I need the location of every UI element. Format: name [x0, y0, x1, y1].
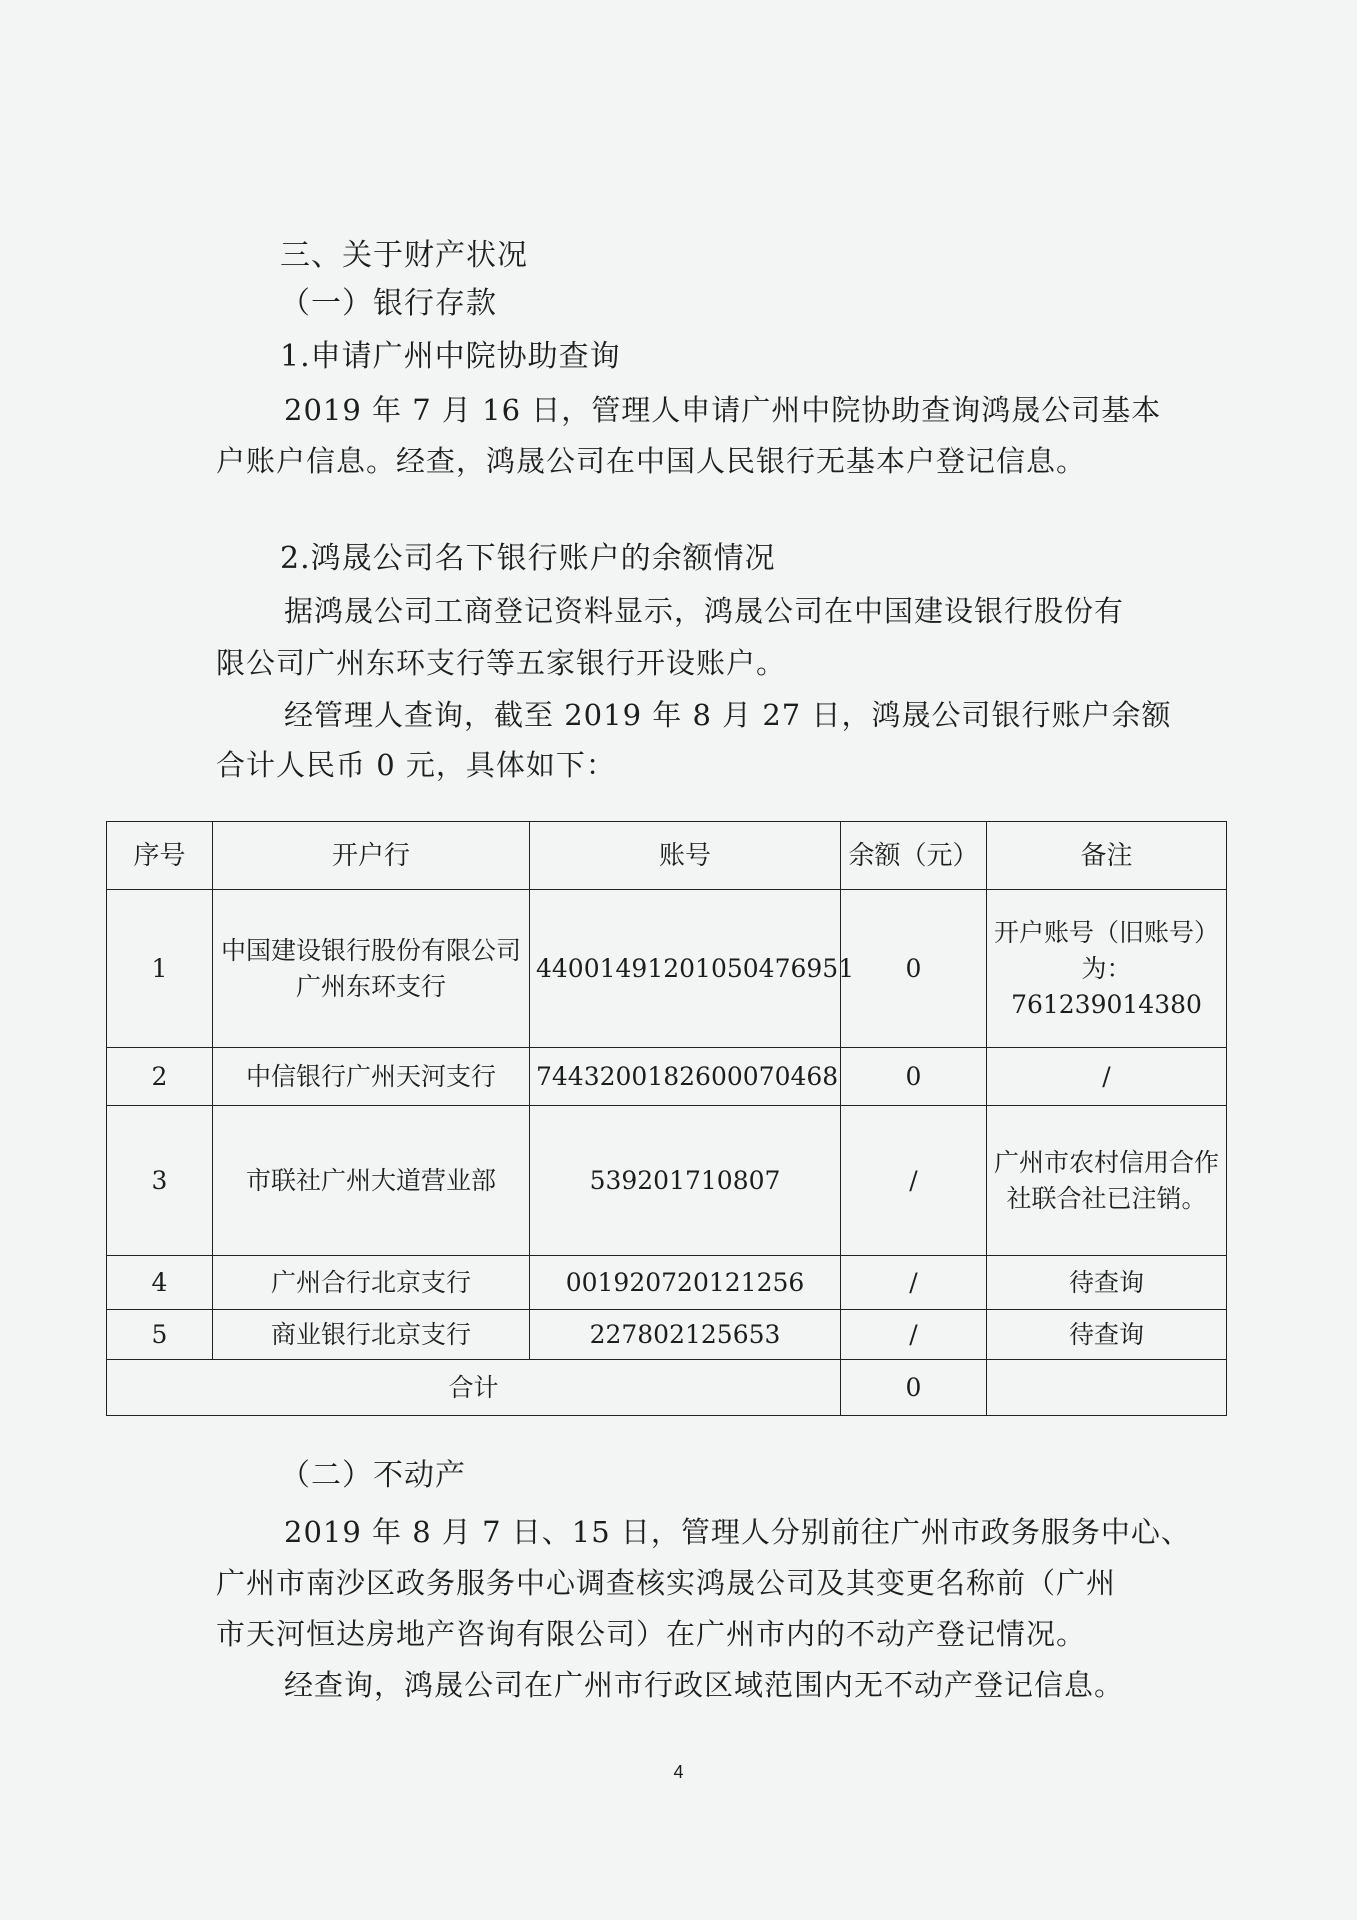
header-note: 备注	[987, 822, 1227, 890]
paragraph-line: 2019 年 7 月 16 日，管理人申请广州中院协助查询鸿晟公司基本	[284, 393, 1162, 427]
item-heading-court-inquiry: 1.申请广州中院协助查询	[280, 339, 621, 374]
cell-balance: 0	[841, 890, 987, 1048]
table-row	[107, 1048, 1227, 1106]
cell-account: 227802125653	[530, 1310, 841, 1360]
paragraph-line: 限公司广州东环支行等五家银行开设账户。	[216, 646, 787, 680]
cell-note: 开户账号（旧账号）为：761239014380	[987, 890, 1227, 1048]
cell-note: 待查询	[987, 1310, 1227, 1360]
cell-seq: 1	[107, 890, 213, 1048]
page-number: 4	[673, 1762, 684, 1782]
table-row	[107, 1256, 1227, 1310]
cell-seq: 2	[107, 1048, 213, 1106]
cell-note: /	[987, 1048, 1227, 1106]
cell-account: 44001491201050476951	[530, 890, 841, 1048]
cell-bank: 市联社广州大道营业部	[213, 1106, 530, 1256]
cell-seq: 4	[107, 1256, 213, 1310]
cell-bank: 广州合行北京支行	[213, 1256, 530, 1310]
cell-account: 7443200182600070468	[530, 1048, 841, 1106]
header-bank: 开户行	[213, 822, 530, 890]
cell-seq: 5	[107, 1310, 213, 1360]
header-balance: 余额（元）	[841, 822, 987, 890]
table-header-row	[107, 822, 1227, 890]
subsection-heading-real-estate: （二）不动产	[280, 1458, 466, 1493]
table-total-row	[107, 1360, 1227, 1416]
subsection-heading-bank-deposits: （一）银行存款	[280, 286, 497, 321]
paragraph-line: 广州市南沙区政务服务中心调查核实鸿晟公司及其变更名称前（广州	[216, 1566, 1117, 1600]
table-row	[107, 890, 1227, 1048]
cell-seq: 3	[107, 1106, 213, 1256]
item-heading-account-balance: 2.鸿晟公司名下银行账户的余额情况	[280, 541, 776, 576]
table-row	[107, 1106, 1227, 1256]
section-heading-property: 三、关于财产状况	[280, 238, 528, 273]
cell-total-label: 合计	[107, 1360, 841, 1416]
paragraph-line: 经查询，鸿晟公司在广州市行政区域范围内无不动产登记信息。	[284, 1668, 1125, 1702]
cell-note: 待查询	[987, 1256, 1227, 1310]
cell-bank: 商业银行北京支行	[213, 1310, 530, 1360]
cell-balance: /	[841, 1256, 987, 1310]
cell-account: 001920720121256	[530, 1256, 841, 1310]
cell-total-balance: 0	[841, 1360, 987, 1416]
cell-note: 广州市农村信用合作社联合社已注销。	[987, 1106, 1227, 1256]
cell-balance: 0	[841, 1048, 987, 1106]
header-seq: 序号	[107, 822, 213, 890]
paragraph-line: 市天河恒达房地产咨询有限公司）在广州市内的不动产登记情况。	[216, 1617, 1087, 1651]
table-row	[107, 1310, 1227, 1360]
paragraph-line: 合计人民币 0 元，具体如下：	[216, 748, 616, 782]
paragraph-line: 经管理人查询，截至 2019 年 8 月 27 日，鸿晟公司银行账户余额	[284, 698, 1172, 732]
cell-balance: /	[841, 1106, 987, 1256]
cell-account: 539201710807	[530, 1106, 841, 1256]
bank-accounts-table	[106, 821, 1227, 1416]
cell-balance: /	[841, 1310, 987, 1360]
cell-bank: 中国建设银行股份有限公司广州东环支行	[213, 890, 530, 1048]
cell-bank: 中信银行广州天河支行	[213, 1048, 530, 1106]
paragraph-line: 户账户信息。经查，鸿晟公司在中国人民银行无基本户登记信息。	[216, 444, 1087, 478]
cell-total-note	[987, 1360, 1227, 1416]
paragraph-line: 据鸿晟公司工商登记资料显示，鸿晟公司在中国建设银行股份有	[284, 594, 1125, 628]
header-account: 账号	[530, 822, 841, 890]
paragraph-line: 2019 年 8 月 7 日、15 日，管理人分别前往广州市政务服务中心、	[284, 1515, 1191, 1549]
